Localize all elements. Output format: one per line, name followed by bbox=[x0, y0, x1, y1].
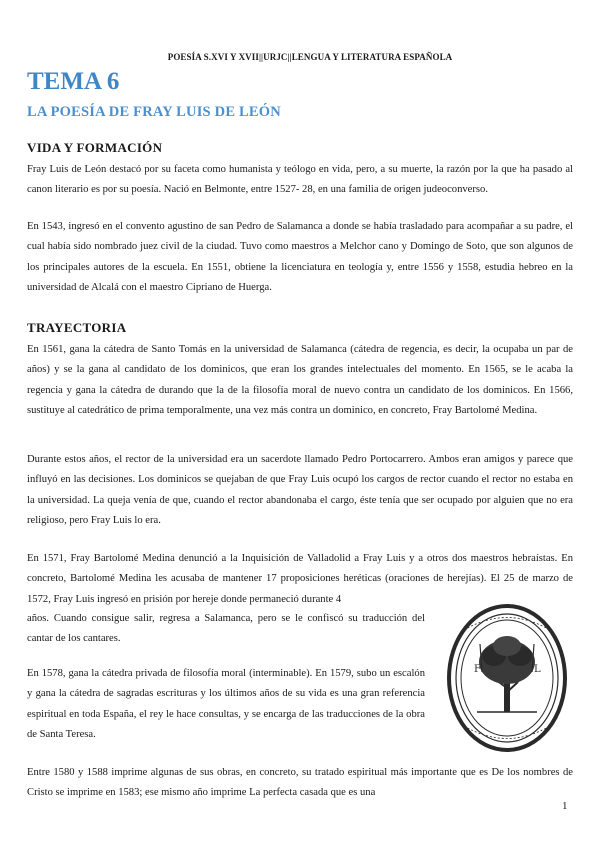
university-seal-tree-icon bbox=[444, 600, 570, 756]
paragraph-trayectoria-3-continued: años. Cuando consigue salir, regresa a Salamanca, pero se le confiscó su traducción del cantar de los cantares. bbox=[27, 613, 425, 645]
paragraph-trayectoria-2: Durante estos años, el rector de la universidad era un sacerdote llamado Pedro Portocarrero. Ambos eran amigos y parece que influyó en las decisiones. Los dominicos se quejaban de que Fray Luis ocupó los cargos de rector cuando el rector no estaba en la universidad. La queja venía de que, cuando el rector abandonaba el cargo, éste tenía que ser ocupado por alguien que no era religioso, pero Fray Luis lo era. bbox=[27, 454, 573, 526]
page-number: 1 bbox=[562, 800, 568, 812]
section-heading-trayectoria: TRAYECTORIA bbox=[27, 320, 127, 335]
paragraph-trayectoria-3: En 1571, Fray Bartolomé Medina denunció a la Inquisición de Valladolid a Fray Luis y a otros dos maestros hebraístas. En concreto, Bartolomé Medina les acusaba de mantener 17 proposiciones heréticas (oraciones de herejías). El 25 de marzo de 1572, Fray Luis ingresó en prisión por hereje donde permaneció durante 4 bbox=[27, 553, 573, 605]
paragraph-trayectoria-4: En 1578, gana la cátedra privada de filosofía moral (interminable). En 1579, subo un escalón y gana la cátedra de sagradas escrituras y los últimos años de su vida es una gran referencia espiritual en toda España, el rey le hace consultas, y se encarga de las traducciones de la obra de Santa Teresa. bbox=[27, 668, 425, 740]
section-heading-vida: VIDA Y FORMACIÓN bbox=[27, 140, 163, 155]
svg-text:L: L bbox=[534, 664, 541, 675]
paragraph-vida-2: En 1543, ingresó en el convento agustino de san Pedro de Salamanca a donde se había trasladado para acompañar a su padre, el cual había sido nombrado juez civil de la ciudad. Tuvo como maestros a Melchor cano y Domingo de Soto, que son algunos de los principales autores de la escuela. En 1551, obtiene la licenciatura en teología y, entre 1556 y 1558, estudia hebreo en la universidad de Alcalá con el maestro Cipriano de Huerga. bbox=[27, 221, 573, 293]
paragraph-trayectoria-5: Entre 1580 y 1588 imprime algunas de sus obras, en concreto, su tratado espiritual más importante que es De los nombres de Cristo se imprime en 1583; ese mismo año imprime La perfecta casada que es una bbox=[27, 767, 573, 799]
running-header: POESÍA S.XVI Y XVII||URJC||LENGUA Y LITERATURA ESPAÑOLA bbox=[167, 52, 453, 62]
svg-text:F: F bbox=[474, 664, 481, 675]
paragraph-vida-1: Fray Luis de León destacó por su faceta como humanista y teólogo en vida, pero, a su muerte, la razón por la que ha pasado al canon literario es por su poesía. Nació en Belmonte, entre 1527- 28, en una familia de origen judeoconverso. bbox=[27, 164, 573, 196]
page-title: TEMA 6 bbox=[27, 68, 120, 95]
page-subtitle: LA POESÍA DE FRAY LUIS DE LEÓN bbox=[27, 104, 281, 120]
paragraph-trayectoria-1: En 1561, gana la cátedra de Santo Tomás en la universidad de Salamanca (cátedra de regencia, es decir, la ocupaba un par de años) y se la gana al candidato de los dominicos, que eran los grandes intelectuales del momento. En 1565, se le acaba la regencia y gana la cátedra de durando que la de la filosofía moral de nuevo contra un candidato de los dominicos. En 1566, sustituye al catedrático de prima temporalmente, una vez más contra un dominico, en concreto, Fray Bartolomé Medina. bbox=[27, 344, 573, 416]
